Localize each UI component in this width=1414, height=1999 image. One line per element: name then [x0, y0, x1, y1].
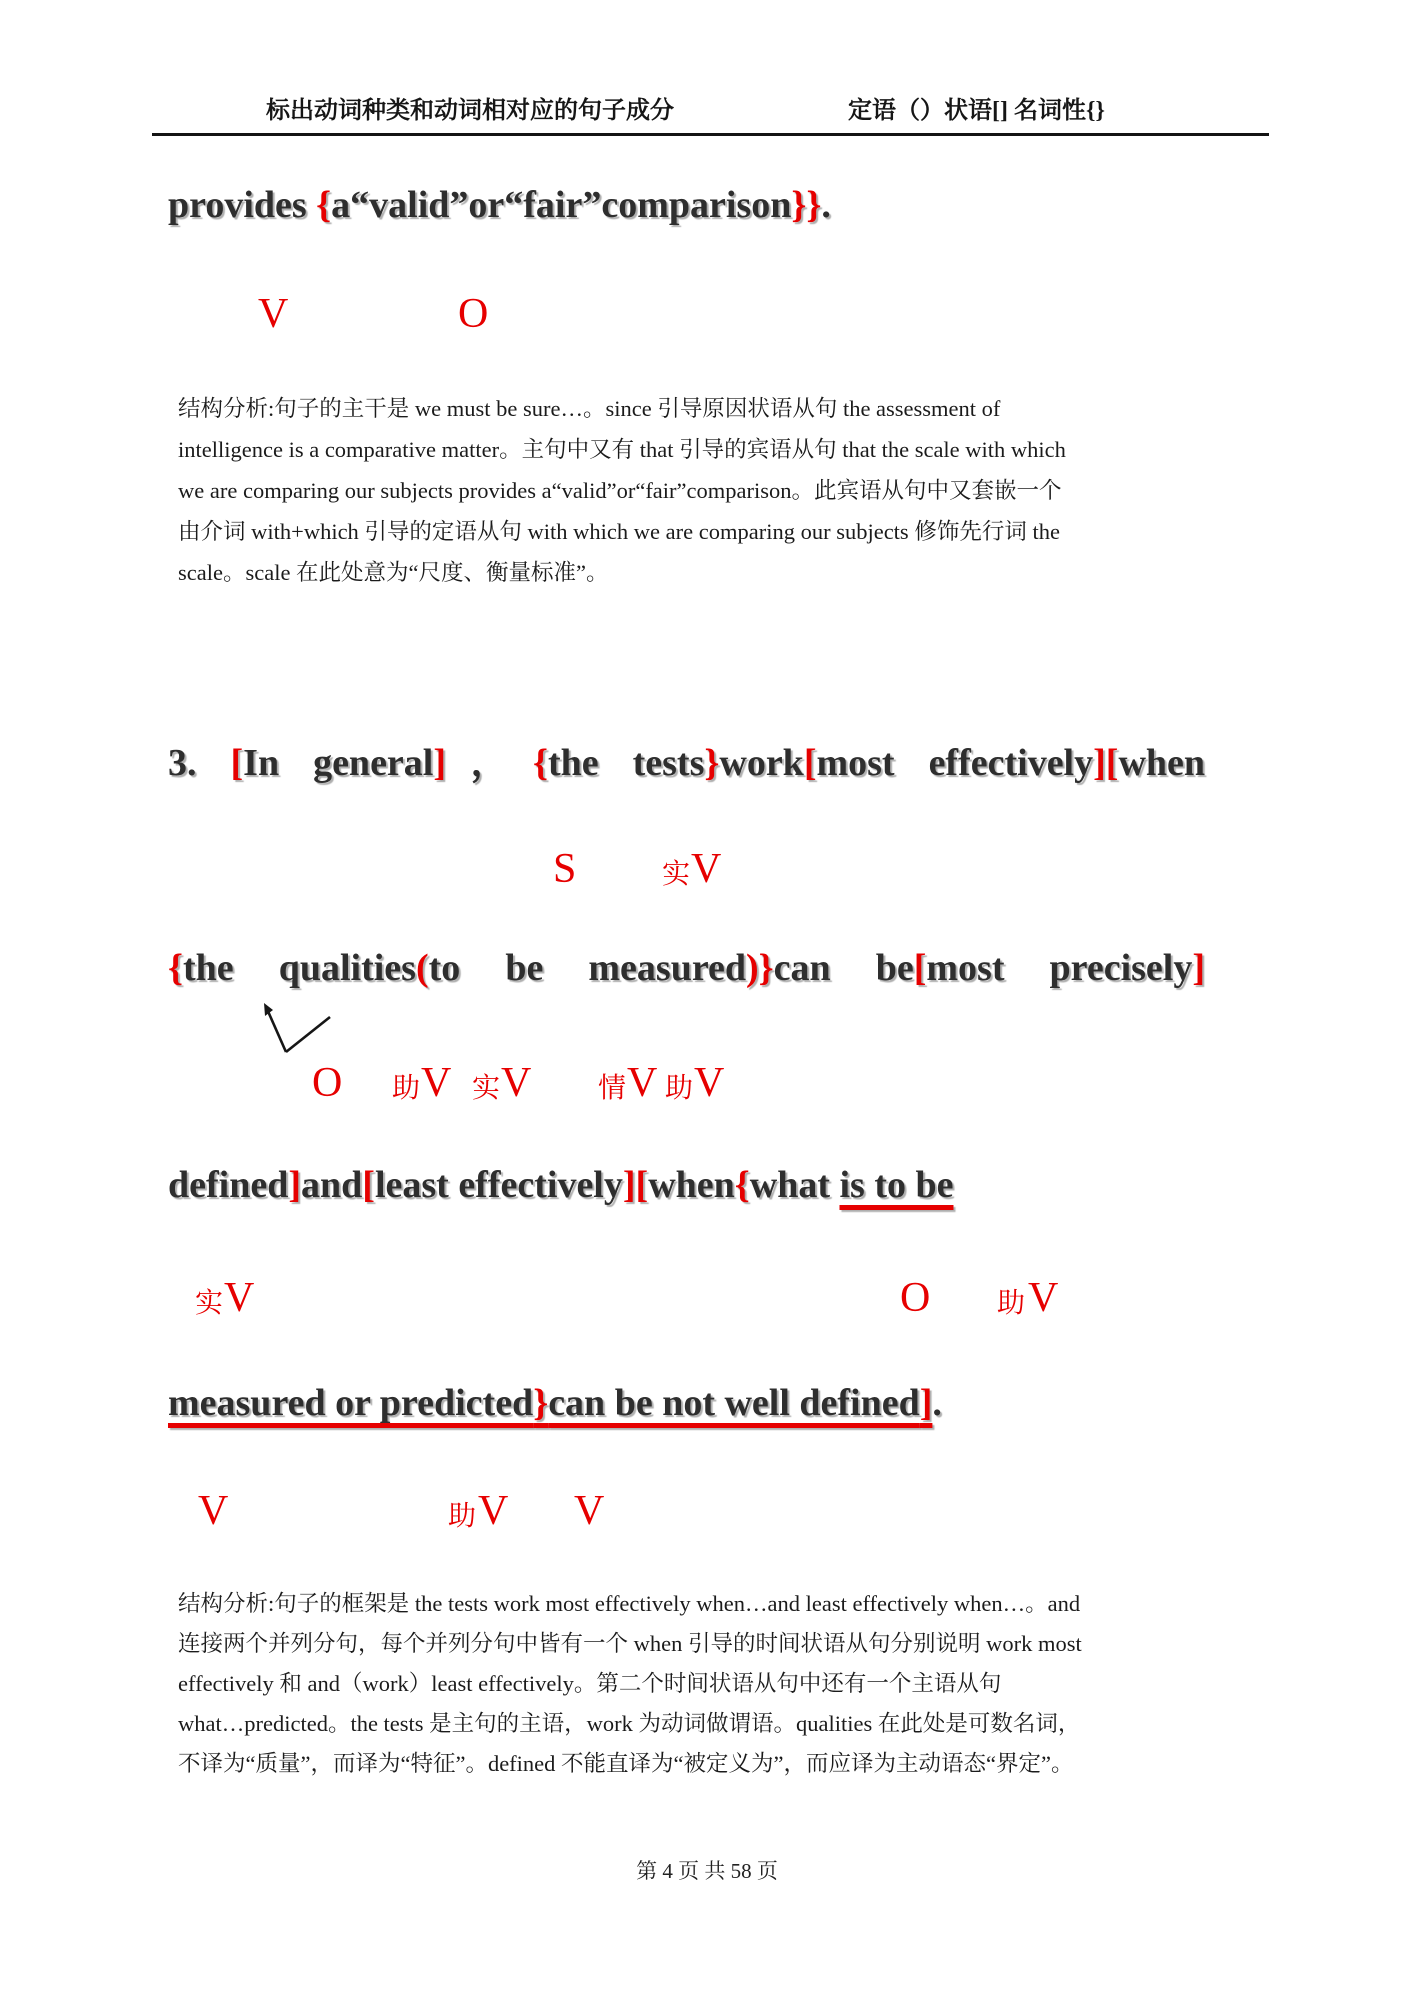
grammar-label-shi: 实	[662, 859, 691, 890]
grammar-label-zhu: 助	[392, 1073, 421, 1104]
red-brace: {	[734, 1164, 750, 1206]
paragraph-line: 不译为“质量”，而译为“特征”。defined 不能直译为“被定义为”，而应译为主动语态“界定”。	[178, 1751, 1074, 1776]
sentence-text: .	[932, 1382, 942, 1424]
grammar-label-v: V	[198, 1488, 229, 1534]
red-bracket: [	[913, 947, 927, 989]
annotation-arrow	[250, 995, 360, 1065]
paragraph-line: 结构分析:句子的主干是 we must be sure…。since 引导原因状语从句 the assessment of	[178, 396, 1001, 421]
sentence-3-line-4	[168, 1380, 942, 1428]
paragraph-line: 结构分析:句子的框架是 the tests work most effectively when…and least effectively when…。and	[178, 1591, 1081, 1616]
grammar-label-zhu: 助	[448, 1501, 477, 1532]
header-instruction: 标出动词种类和动词相对应的句子成分	[266, 98, 674, 124]
grammar-label-o: O	[312, 1060, 343, 1106]
sentence-text: defined	[168, 1164, 289, 1206]
sentence-3-line-2	[168, 945, 1205, 993]
red-brace: }}	[791, 184, 822, 226]
grammar-label-v: V	[501, 1060, 532, 1106]
sentence-text: .	[821, 184, 831, 226]
red-bracket: [	[230, 742, 244, 784]
sentence-text: the qualities	[182, 947, 416, 989]
red-bracket: ][	[1093, 742, 1119, 784]
grammar-label-o: O	[900, 1275, 931, 1321]
sentence-text: when	[1118, 742, 1206, 784]
paragraph-line: intelligence is a comparative matter。主句中又有 that 引导的宾语从句 that the scale with which	[178, 437, 1066, 462]
red-brace: }	[533, 1382, 549, 1424]
paragraph-line: effectively 和 and（work）least effectively。第二个时间状语从句中还有一个主语从句	[178, 1671, 1002, 1696]
red-brace: }	[704, 742, 720, 784]
sentence-text: the tests	[547, 742, 705, 784]
red-bracket: ][	[622, 1164, 649, 1206]
sentence-text: most precisely	[926, 947, 1193, 989]
sentence-1	[168, 182, 831, 230]
underlined-text: is to be	[839, 1164, 954, 1206]
sentence-text: work	[719, 742, 804, 784]
grammar-label-shi: 实	[195, 1288, 224, 1319]
red-brace: )}	[746, 947, 774, 989]
red-bracket: [	[803, 742, 817, 784]
grammar-label-v: V	[1028, 1275, 1059, 1321]
grammar-label-v: V	[478, 1488, 509, 1534]
header-legend: 定语（）状语[] 名词性{}	[848, 98, 1105, 124]
grammar-label-v: V	[694, 1060, 725, 1106]
red-brace: {	[168, 947, 183, 989]
paragraph-line: 由介词 with+which 引导的定语从句 with which we are comparing our subjects 修饰先行词 the	[178, 519, 1060, 544]
sentence-text: In general	[243, 742, 434, 784]
red-bracket: ]	[288, 1164, 302, 1206]
grammar-label-v: V	[258, 291, 289, 337]
underlined-text: measured or predicted	[168, 1382, 534, 1424]
sentence-3-line-1	[168, 740, 1205, 788]
sentence-text: 3.	[168, 742, 231, 784]
sentence-text: when	[648, 1164, 735, 1206]
sentence-text: to be measured	[428, 947, 747, 989]
grammar-label-v: V	[421, 1060, 452, 1106]
paragraph-line: scale。scale 在此处意为“尺度、衡量标准”。	[178, 560, 609, 585]
grammar-label-qing: 情	[598, 1073, 627, 1104]
paragraph-line: 连接两个并列分句，每个并列分句中皆有一个 when 引导的时间状语从句分别说明 work most	[178, 1631, 1082, 1656]
page-footer	[0, 1855, 1414, 1885]
sentence-text: can be	[773, 947, 914, 989]
grammar-label-shi: 实	[472, 1073, 501, 1104]
grammar-label-v: V	[224, 1275, 255, 1321]
sentence-text: provides	[168, 184, 317, 226]
header-rule	[152, 133, 1269, 136]
grammar-label-v: V	[627, 1060, 658, 1106]
sentence-text: and	[301, 1164, 363, 1206]
sentence-text: a“valid”or“fair”comparison	[331, 184, 792, 226]
analysis-paragraph-2	[178, 1584, 1286, 1784]
sentence-text: ，	[446, 742, 533, 784]
red-paren: (	[415, 947, 429, 989]
sentence-text: most effectively	[816, 742, 1094, 784]
underlined-text: can be not well defined	[548, 1382, 920, 1424]
page-number: 第 4 页 共 58 页	[636, 1859, 778, 1883]
grammar-label-zhu: 助	[997, 1288, 1026, 1319]
grammar-label-v: V	[691, 846, 722, 892]
sentence-3-line-3	[168, 1162, 953, 1210]
red-brace: {	[533, 742, 548, 784]
sentence-text: what	[749, 1164, 840, 1206]
red-bracket: ]	[433, 742, 447, 784]
analysis-paragraph-1	[178, 388, 1286, 593]
red-bracket: ]	[919, 1382, 933, 1424]
sentence-text: least effectively	[374, 1164, 623, 1206]
red-bracket: ]	[1192, 947, 1206, 989]
paragraph-line: we are comparing our subjects provides a“valid”or“fair”comparison。此宾语从句中又套嵌一个	[178, 478, 1062, 503]
grammar-label-v: V	[574, 1488, 605, 1534]
red-bracket: [	[362, 1164, 375, 1206]
grammar-label-zhu: 助	[665, 1073, 694, 1104]
paragraph-line: what…predicted。the tests 是主句的主语，work 为动词做谓语。qualities 在此处是可数名词，	[178, 1711, 1081, 1736]
grammar-label-s: S	[553, 846, 577, 892]
red-brace: {	[316, 184, 332, 226]
grammar-label-o: O	[458, 291, 489, 337]
